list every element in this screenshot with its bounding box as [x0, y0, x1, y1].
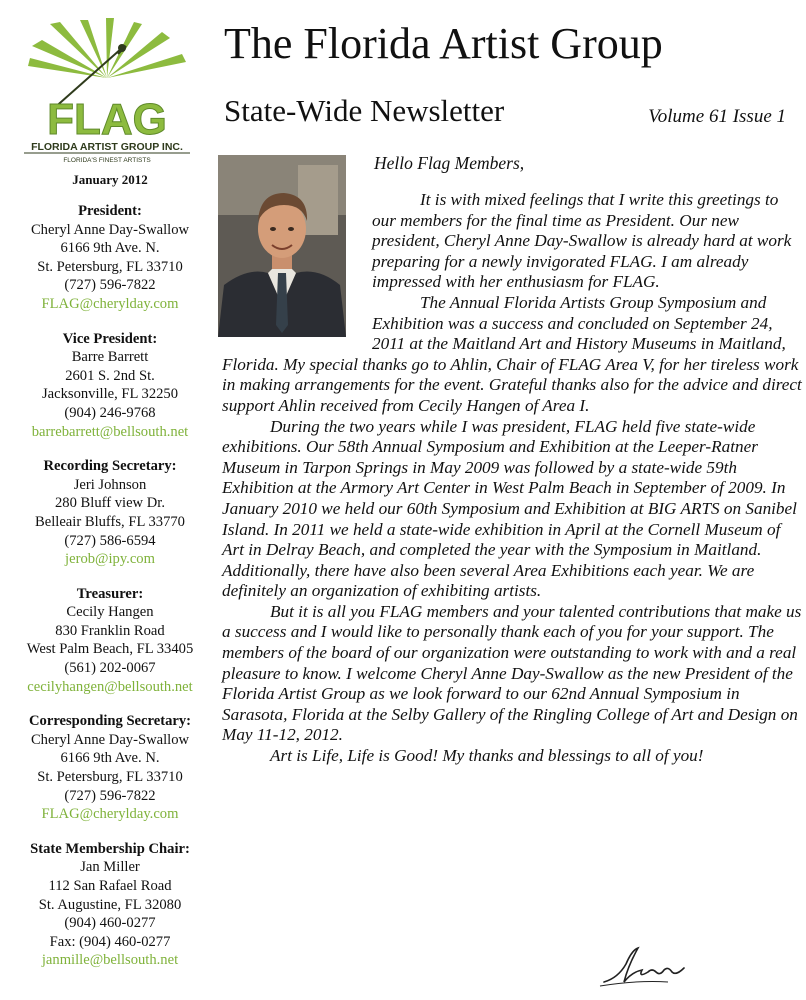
officer-detail: Cheryl Anne Day-Swallow	[30, 221, 190, 238]
officer-detail: (727) 596-7822	[64, 277, 156, 294]
officer-detail: Fax: (904) 460-0277	[49, 933, 171, 950]
officer-detail: St. Augustine, FL 32080	[38, 896, 182, 913]
officer-detail: Jan Miller	[80, 859, 140, 876]
officer-detail: 6166 9th Ave. N.	[60, 240, 160, 257]
issue-date: January 2012	[72, 172, 148, 187]
photo-spacer	[222, 190, 372, 350]
officer-detail: 2601 S. 2nd St.	[65, 367, 155, 384]
officer-detail: Jacksonville, FL 32250	[41, 386, 179, 403]
officer-detail: St. Petersburg, FL 33710	[37, 258, 183, 275]
officer-sidebar	[0, 172, 220, 986]
officer-detail: 280 Bluff view Dr.	[55, 495, 165, 512]
officer-detail: West Palm Beach, FL 33405	[26, 641, 194, 658]
officer-role: Recording Secretary:	[43, 458, 177, 475]
flag-logo	[22, 18, 192, 168]
officer-detail: 6166 9th Ave. N.	[60, 750, 160, 767]
officer-entry	[0, 330, 220, 442]
officer-detail: (904) 246-9768	[64, 404, 156, 421]
officer-detail: Cecily Hangen	[66, 604, 154, 621]
officer-role: Corresponding Secretary:	[29, 713, 191, 730]
volume-issue: Volume 61 Issue 1	[648, 106, 786, 127]
letter-paragraph: The Annual Florida Artists Group Symposium and Exhibition was a success and concluded on September 24, 2011 at the Maitland Art and History Museums in Maitland, Florida. My special thanks go to Ahlin, Chair of FLAG Area V, for her tireless work in making arrangements for the event. Grateful thanks also for the advice and direct support Ahlin received from Cecily Hangen of Area I.	[222, 292, 802, 415]
officer-entry	[0, 202, 220, 314]
logo-org-name: FLORIDA ARTIST GROUP INC.	[31, 141, 183, 153]
officer-email-link[interactable]: barrebarrett@bellsouth.net	[31, 423, 189, 440]
officer-detail: Cheryl Anne Day-Swallow	[30, 731, 190, 748]
officer-email-link[interactable]: FLAG@cherylday.com	[41, 806, 179, 823]
officer-email-link[interactable]: FLAG@cherylday.com	[41, 295, 179, 312]
letter-paragraph: During the two years while I was president, FLAG held five state-wide exhibitions. Our 58th Annual Symposium and Exhibition at the Leeper-Ratner Museum in Tarpon Springs in May 2009 was followed by a state-wide 59th Exhibition at the Armory Art Center in West Palm Beach in September of 2009. In January 2010 we held our 60th Symposium and Exhibition at BIG ARTS on Sanibel Island. In 2011 we held a state-wide exhibition in April at the Cornell Museum of Art in Delray Beach, and completed the year with the Symposium in Maitland. Additionally, there have also been several Area Exhibitions each year. We are definitely an organization of exhibiting artists.	[222, 416, 797, 601]
officer-detail: 830 Franklin Road	[55, 622, 165, 639]
officer-email-link[interactable]: janmille@bellsouth.net	[41, 952, 179, 969]
officer-role: State Membership Chair:	[30, 840, 190, 857]
officer-detail: (727) 586-6594	[64, 532, 156, 549]
officer-entry	[0, 840, 220, 970]
letter-paragraph: But it is all you FLAG members and your talented contributions that make us a success and I would like to personally thank each of you for your support. The members of the board of our organization were outstanding to work with and a real pleasure to know. I welcome Cheryl Anne Day-Swallow as the new President of the Florida Artist Group as we look forward to our 62nd Annual Symposium in Sarasota, Florida at the Selby Gallery of the Ringling College of Art and Design on May 11-12, 2012.	[222, 601, 802, 745]
officer-role: President:	[78, 203, 142, 219]
officer-entry	[0, 457, 220, 569]
officer-role: Vice President:	[62, 330, 158, 347]
officer-detail: Belleair Bluffs, FL 33770	[35, 513, 185, 530]
letter-paragraph: Art is Life, Life is Good! My thanks and blessings to all of you!	[270, 746, 704, 766]
officer-entry	[0, 712, 220, 824]
officer-list	[0, 202, 220, 970]
logo-text: FLAG	[47, 95, 167, 144]
letter-greeting: Hello Flag Members,	[374, 153, 525, 173]
newsletter-subtitle: State-Wide Newsletter	[224, 93, 505, 128]
officer-email-link[interactable]: jerob@ipy.com	[65, 551, 155, 568]
officer-detail: (561) 202-0067	[64, 660, 156, 677]
officer-role: Treasurer:	[76, 585, 144, 602]
officer-email-link[interactable]: cecilyhangen@bellsouth.net	[27, 678, 193, 695]
officer-detail: Barre Barrett	[71, 349, 149, 366]
letter-body	[222, 190, 802, 767]
letter-paragraph: It is with mixed feelings that I write this greetings to our members for the final time as President. Our new president, Cheryl Anne Day-Swallow is already hard at work preparing for a newly invigorated FLAG. I am already impressed with her enthusiasm for FLAG.	[372, 190, 792, 292]
officer-detail: 112 San Rafael Road	[48, 878, 172, 894]
officer-detail: Jeri Johnson	[73, 476, 147, 493]
officer-entry	[0, 585, 220, 697]
officer-detail: St. Petersburg, FL 33710	[37, 769, 183, 786]
newsletter-title: The Florida Artist Group	[224, 19, 663, 68]
officer-detail: (727) 596-7822	[64, 787, 156, 804]
logo-tagline: FLORIDA'S FINEST ARTISTS	[63, 157, 151, 164]
officer-detail: (904) 460-0277	[64, 915, 156, 932]
signature	[598, 942, 688, 988]
